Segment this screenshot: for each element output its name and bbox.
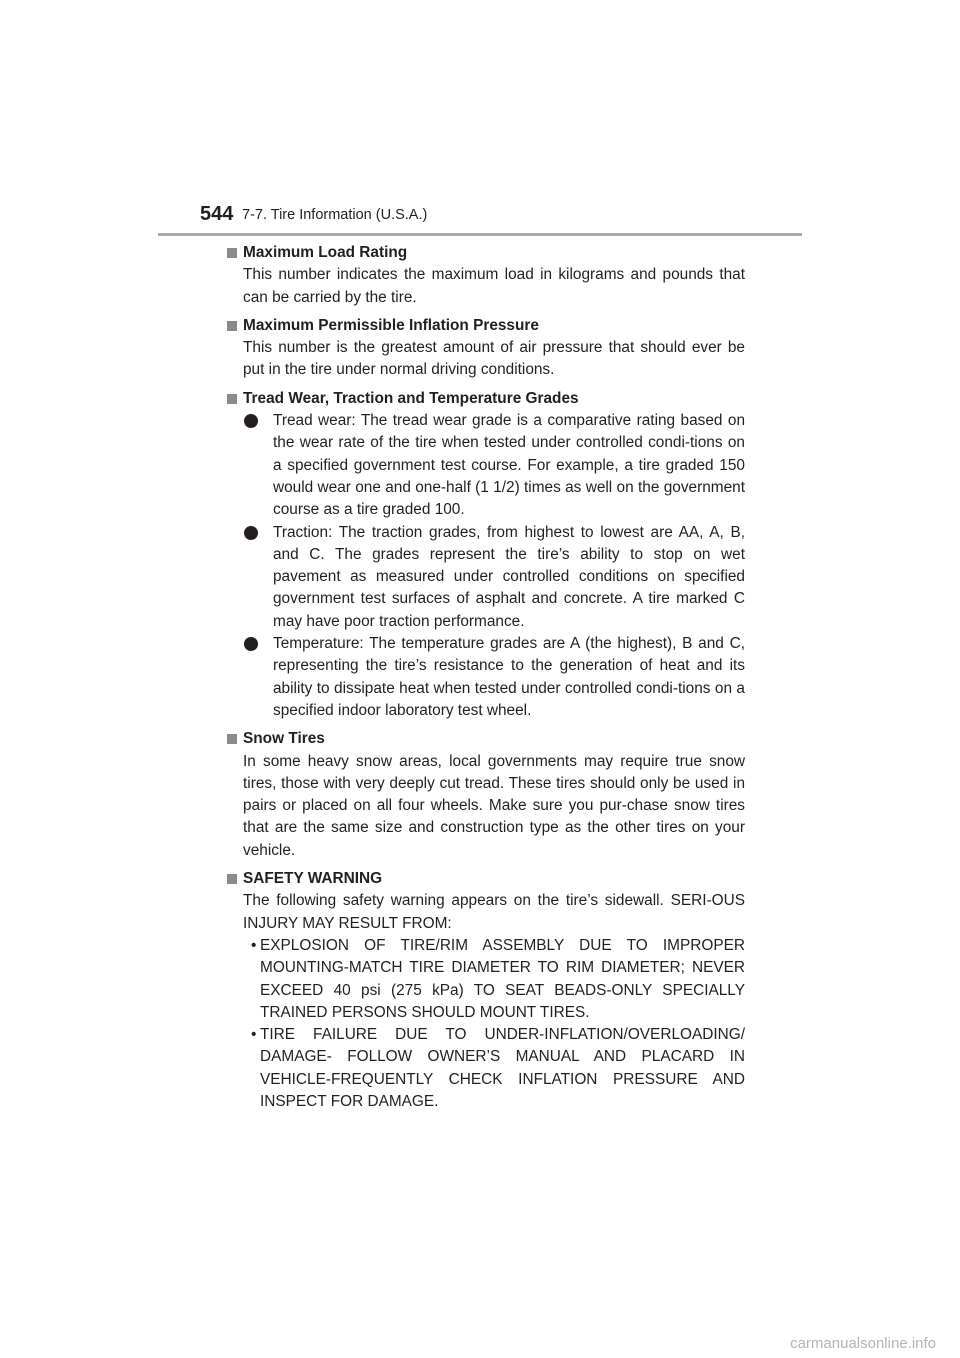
warning-item-text: TIRE FAILURE DUE TO UNDER-INFLATION/OVERLOADING/ DAMAGE- FOLLOW OWNER’S MANUAL AND PLACARD IN VEHICLE-FREQUENTLY CHECK INFLATION PRESSURE AND INSPECT FOR DAMAGE. bbox=[260, 1026, 745, 1110]
warning-item bbox=[226, 935, 745, 1024]
page-content bbox=[226, 242, 745, 1119]
bullet-text: Temperature: The temperature grades are A (the highest), B and C, representing the tire’s resistance to the generation of heat and its ability to dissipate heat when tested under controlled condi-tions on a specified indoor laboratory test wheel. bbox=[273, 635, 745, 719]
section-inflation-pressure bbox=[226, 315, 745, 382]
square-bullet-icon bbox=[227, 394, 237, 404]
bullet-item-tread-wear bbox=[226, 410, 745, 521]
section-heading-text: Tread Wear, Traction and Temperature Grades bbox=[243, 389, 579, 407]
round-bullet-icon bbox=[244, 414, 258, 428]
section-safety-warning bbox=[226, 868, 745, 1113]
section-heading bbox=[226, 728, 745, 750]
square-bullet-icon bbox=[227, 874, 237, 884]
warning-item-text: EXPLOSION OF TIRE/RIM ASSEMBLY DUE TO IMPROPER MOUNTING-MATCH TIRE DIAMETER TO RIM DIAMETER; NEVER EXCEED 40 psi (275 kPa) TO SEAT BEADS-ONLY SPECIALLY TRAINED PERSONS SHOULD MOUNT TIRES. bbox=[260, 936, 745, 1021]
bullet-item-traction bbox=[226, 522, 745, 633]
section-paragraph: This number is the greatest amount of air pressure that should ever be put in the tire under normal driving conditions. bbox=[243, 339, 745, 379]
section-snow-tires bbox=[226, 728, 745, 862]
section-maximum-load-rating bbox=[226, 242, 745, 309]
section-paragraph: The following safety warning appears on the tire’s sidewall. SERI-OUS INJURY MAY RESULT FROM: bbox=[243, 892, 745, 932]
bullet-text: Traction: The traction grades, from highest to lowest are AA, A, B, and C. The grades represent the tire’s ability to stop on wet pavement as measured under controlled conditions on specified government test surfaces of asphalt and concrete. A tire marked C may have poor traction performance. bbox=[273, 523, 745, 630]
footer-watermark[interactable]: carmanualsonline.info bbox=[790, 1335, 936, 1352]
section-heading-text: SAFETY WARNING bbox=[243, 870, 383, 888]
section-heading bbox=[226, 868, 745, 890]
section-heading bbox=[226, 242, 745, 264]
page-number: 544 bbox=[200, 203, 234, 225]
section-heading-text: Snow Tires bbox=[243, 730, 325, 748]
section-heading-text: Maximum Load Rating bbox=[243, 244, 408, 261]
bullet-item-temperature bbox=[226, 633, 745, 722]
round-bullet-icon bbox=[244, 637, 258, 651]
square-bullet-icon bbox=[227, 248, 237, 258]
chapter-title: 7-7. Tire Information (U.S.A.) bbox=[242, 207, 428, 223]
section-paragraph: This number indicates the maximum load in kilograms and pounds that can be carried by the tire. bbox=[243, 266, 745, 306]
section-heading bbox=[226, 388, 745, 410]
section-heading bbox=[226, 315, 745, 337]
section-grades bbox=[226, 388, 745, 722]
bullet-text: Tread wear: The tread wear grade is a comparative rating based on the wear rate of the tire when tested under controlled condi-tions on a specified government test course. For example, a tire graded 150 would wear one and one-half (1 1/2) times as well on the government course as a tire graded 100. bbox=[273, 412, 745, 519]
dot-bullet-icon: • bbox=[251, 1026, 257, 1044]
square-bullet-icon bbox=[227, 734, 237, 744]
section-paragraph: In some heavy snow areas, local governments may require true snow tires, those with very deeply cut tread. These tires should only be used in pairs or placed on all four wheels. Make sure you pur-chase snow tires that are the same size and construction type as the other tires on your vehicle. bbox=[243, 752, 745, 859]
dot-bullet-icon: • bbox=[251, 936, 257, 954]
square-bullet-icon bbox=[227, 321, 237, 331]
round-bullet-icon bbox=[244, 526, 258, 540]
warning-item bbox=[226, 1024, 745, 1113]
header-rule bbox=[158, 233, 802, 236]
section-heading-text: Maximum Permissible Inflation Pressure bbox=[243, 316, 539, 334]
